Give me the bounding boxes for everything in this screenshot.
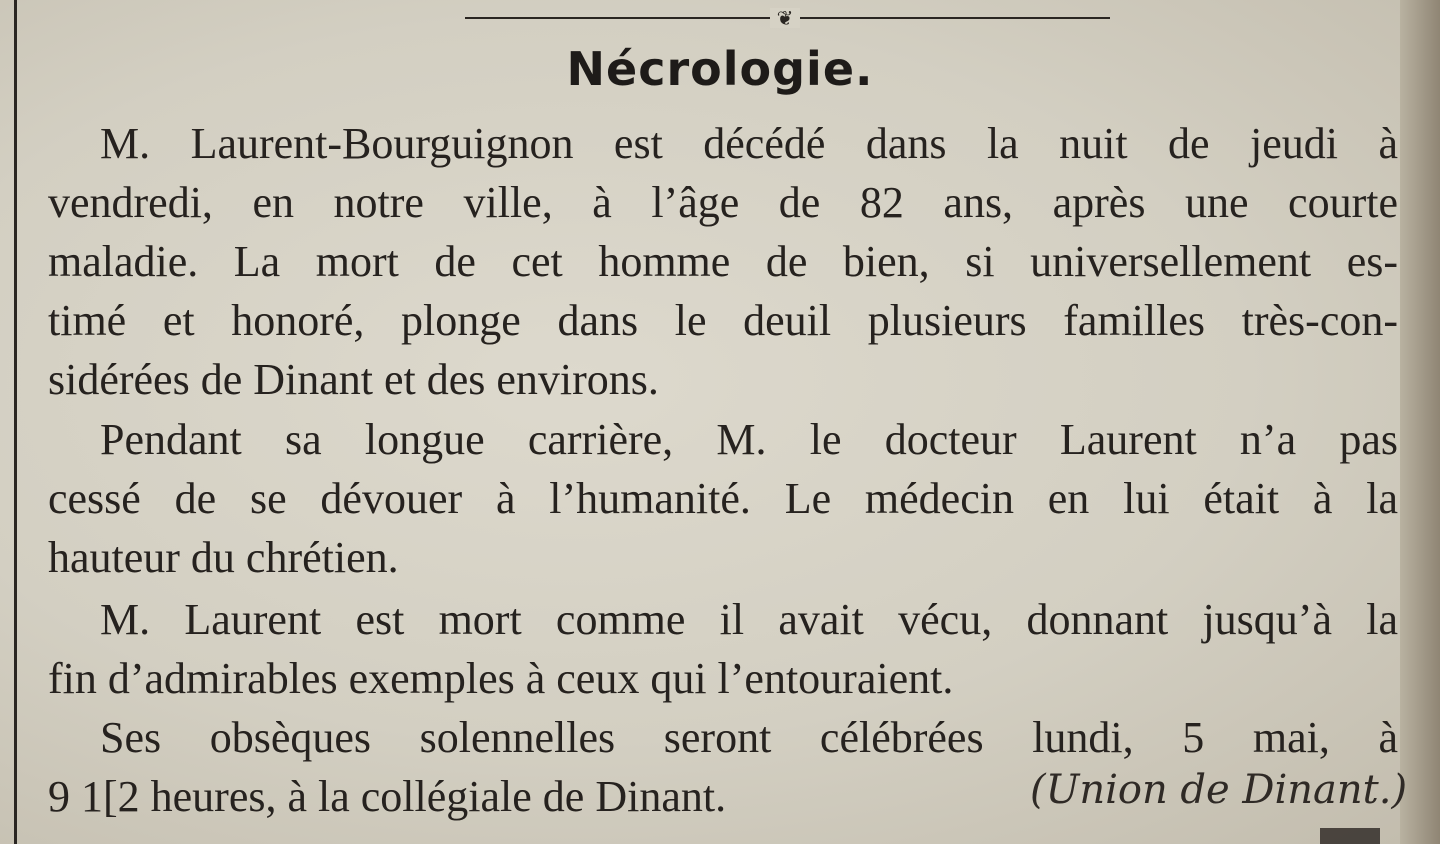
top-ornament-divider [465, 8, 1110, 28]
text-line-10: fin d’admirables exemples à ceux qui l’entouraient. [48, 654, 954, 703]
text-line-1: M. Laurent-Bourguignon est décédé dans la nuit de jeudi à [100, 119, 1398, 168]
text-line-4: timé et honoré, plonge dans le deuil plusieurs familles très-con- [48, 296, 1398, 345]
article-title: Nécrologie. [566, 42, 874, 96]
page-edge [1400, 0, 1440, 844]
next-article-fragment [1320, 828, 1380, 844]
text-line-6: Pendant sa longue carrière, M. le docteur Laurent n’a pas [100, 415, 1398, 464]
text-line-8: hauteur du chrétien. [48, 533, 399, 582]
text-line-9: M. Laurent est mort comme il avait vécu, donnant jusqu’à la [100, 595, 1398, 644]
source-signature: (Union de Dinant.) [1030, 767, 1408, 813]
text-line-11: Ses obsèques solennelles seront célébrées lundi, 5 mai, à [100, 713, 1398, 762]
ornament-icon: ❦ [770, 8, 800, 28]
text-line-3: maladie. La mort de cet homme de bien, si universellement es- [48, 237, 1398, 286]
text-line-5: sidérées de Dinant et des environs. [48, 355, 659, 404]
text-line-12: 9 1[2 heures, à la collégiale de Dinant. [48, 772, 727, 821]
column-rule [14, 0, 17, 844]
text-line-7: cessé de se dévouer à l’humanité. Le médecin en lui était à la [48, 474, 1398, 523]
text-line-2: vendredi, en notre ville, à l’âge de 82 ans, après une courte [48, 178, 1398, 227]
